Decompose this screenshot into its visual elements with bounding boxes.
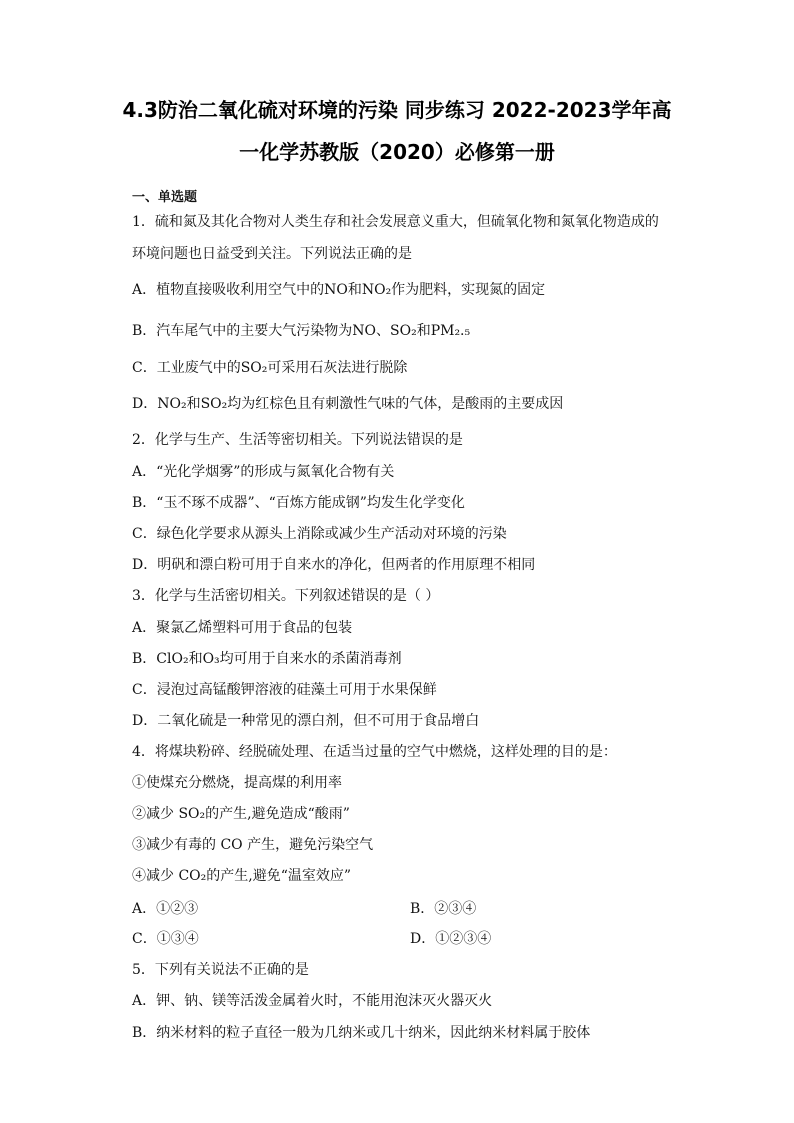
question-3-option-d: D．二氧化硫是一种常见的漂白剂，但不可用于食品增白: [132, 713, 480, 729]
question-5-option-b: B．纳米材料的粒子直径一般为几纳米或几十纳米，因此纳米材料属于胶体: [132, 1025, 591, 1041]
question-3-stem: 3．化学与生活密切相关。下列叙述错误的是（ ）: [132, 588, 440, 604]
question-4-statement-2: ②减少 SO₂的产生,避免造成“酸雨”: [132, 806, 350, 822]
question-4-statement-4: ④减少 CO₂的产生,避免“温室效应”: [132, 868, 352, 884]
question-2-option-d: D．明矾和漂白粉可用于自来水的净化，但两者的作用原理不相同: [132, 557, 536, 573]
question-3-option-b: B．ClO₂和O₃均可用于自来水的杀菌消毒剂: [132, 651, 402, 667]
document-title-line-2: 一化学苏教版（2020）必修第一册: [239, 140, 555, 164]
question-1-stem-line-1: 1．硫和氮及其化合物对人类生存和社会发展意义重大，但硫氧化物和氮氧化物造成的: [132, 214, 659, 230]
question-4-option-d: D．①②③④: [410, 931, 492, 947]
document-title-line-1: 4.3防治二氧化硫对环境的污染 同步练习 2022-2023学年高: [122, 98, 672, 122]
question-2-stem: 2．化学与生产、生活等密切相关。下列说法错误的是: [132, 432, 463, 448]
question-1-option-d: D．NO₂和SO₂均为红棕色且有刺激性气味的气体，是酸雨的主要成因: [132, 396, 564, 412]
question-1-option-a: A．植物直接吸收利用空气中的NO和NO₂作为肥料，实现氮的固定: [132, 282, 546, 298]
question-4-statement-3: ③减少有毒的 CO 产生，避免污染空气: [132, 837, 374, 853]
question-2-option-b: B．“玉不琢不成器”、“百炼方能成钢”均发生化学变化: [132, 495, 465, 511]
question-5-option-a: A．钾、钠、镁等活泼金属着火时，不能用泡沫灭火器灭火: [132, 993, 493, 1009]
question-4-stem: 4．将煤块粉碎、经脱硫处理、在适当过量的空气中燃烧，这样处理的目的是：: [132, 744, 617, 760]
question-1-option-c: C．工业废气中的SO₂可采用石灰法进行脱除: [132, 360, 408, 376]
question-4-option-c: C．①③④: [132, 931, 199, 947]
question-4-option-b: B．②③④: [410, 901, 477, 917]
section-heading: 一、单选题: [132, 190, 198, 205]
question-1-option-b: B．汽车尾气中的主要大气污染物为NO、SO₂和PM₂.₅: [132, 323, 471, 339]
question-1-stem-line-2: 环境问题也日益受到关注。下列说法正确的是: [132, 246, 412, 262]
question-4-option-a: A．①②③: [132, 901, 199, 917]
question-5-stem: 5．下列有关说法不正确的是: [132, 962, 309, 978]
question-2-option-c: C．绿色化学要求从源头上消除或减少生产活动对环境的污染: [132, 526, 507, 542]
question-4-statement-1: ①使煤充分燃烧，提高煤的利用率: [132, 775, 342, 791]
question-2-option-a: A．“光化学烟雾”的形成与氮氧化合物有关: [132, 464, 395, 480]
question-3-option-c: C．浸泡过高锰酸钾溶液的硅藻土可用于水果保鲜: [132, 682, 437, 698]
question-3-option-a: A．聚氯乙烯塑料可用于食品的包装: [132, 620, 353, 636]
